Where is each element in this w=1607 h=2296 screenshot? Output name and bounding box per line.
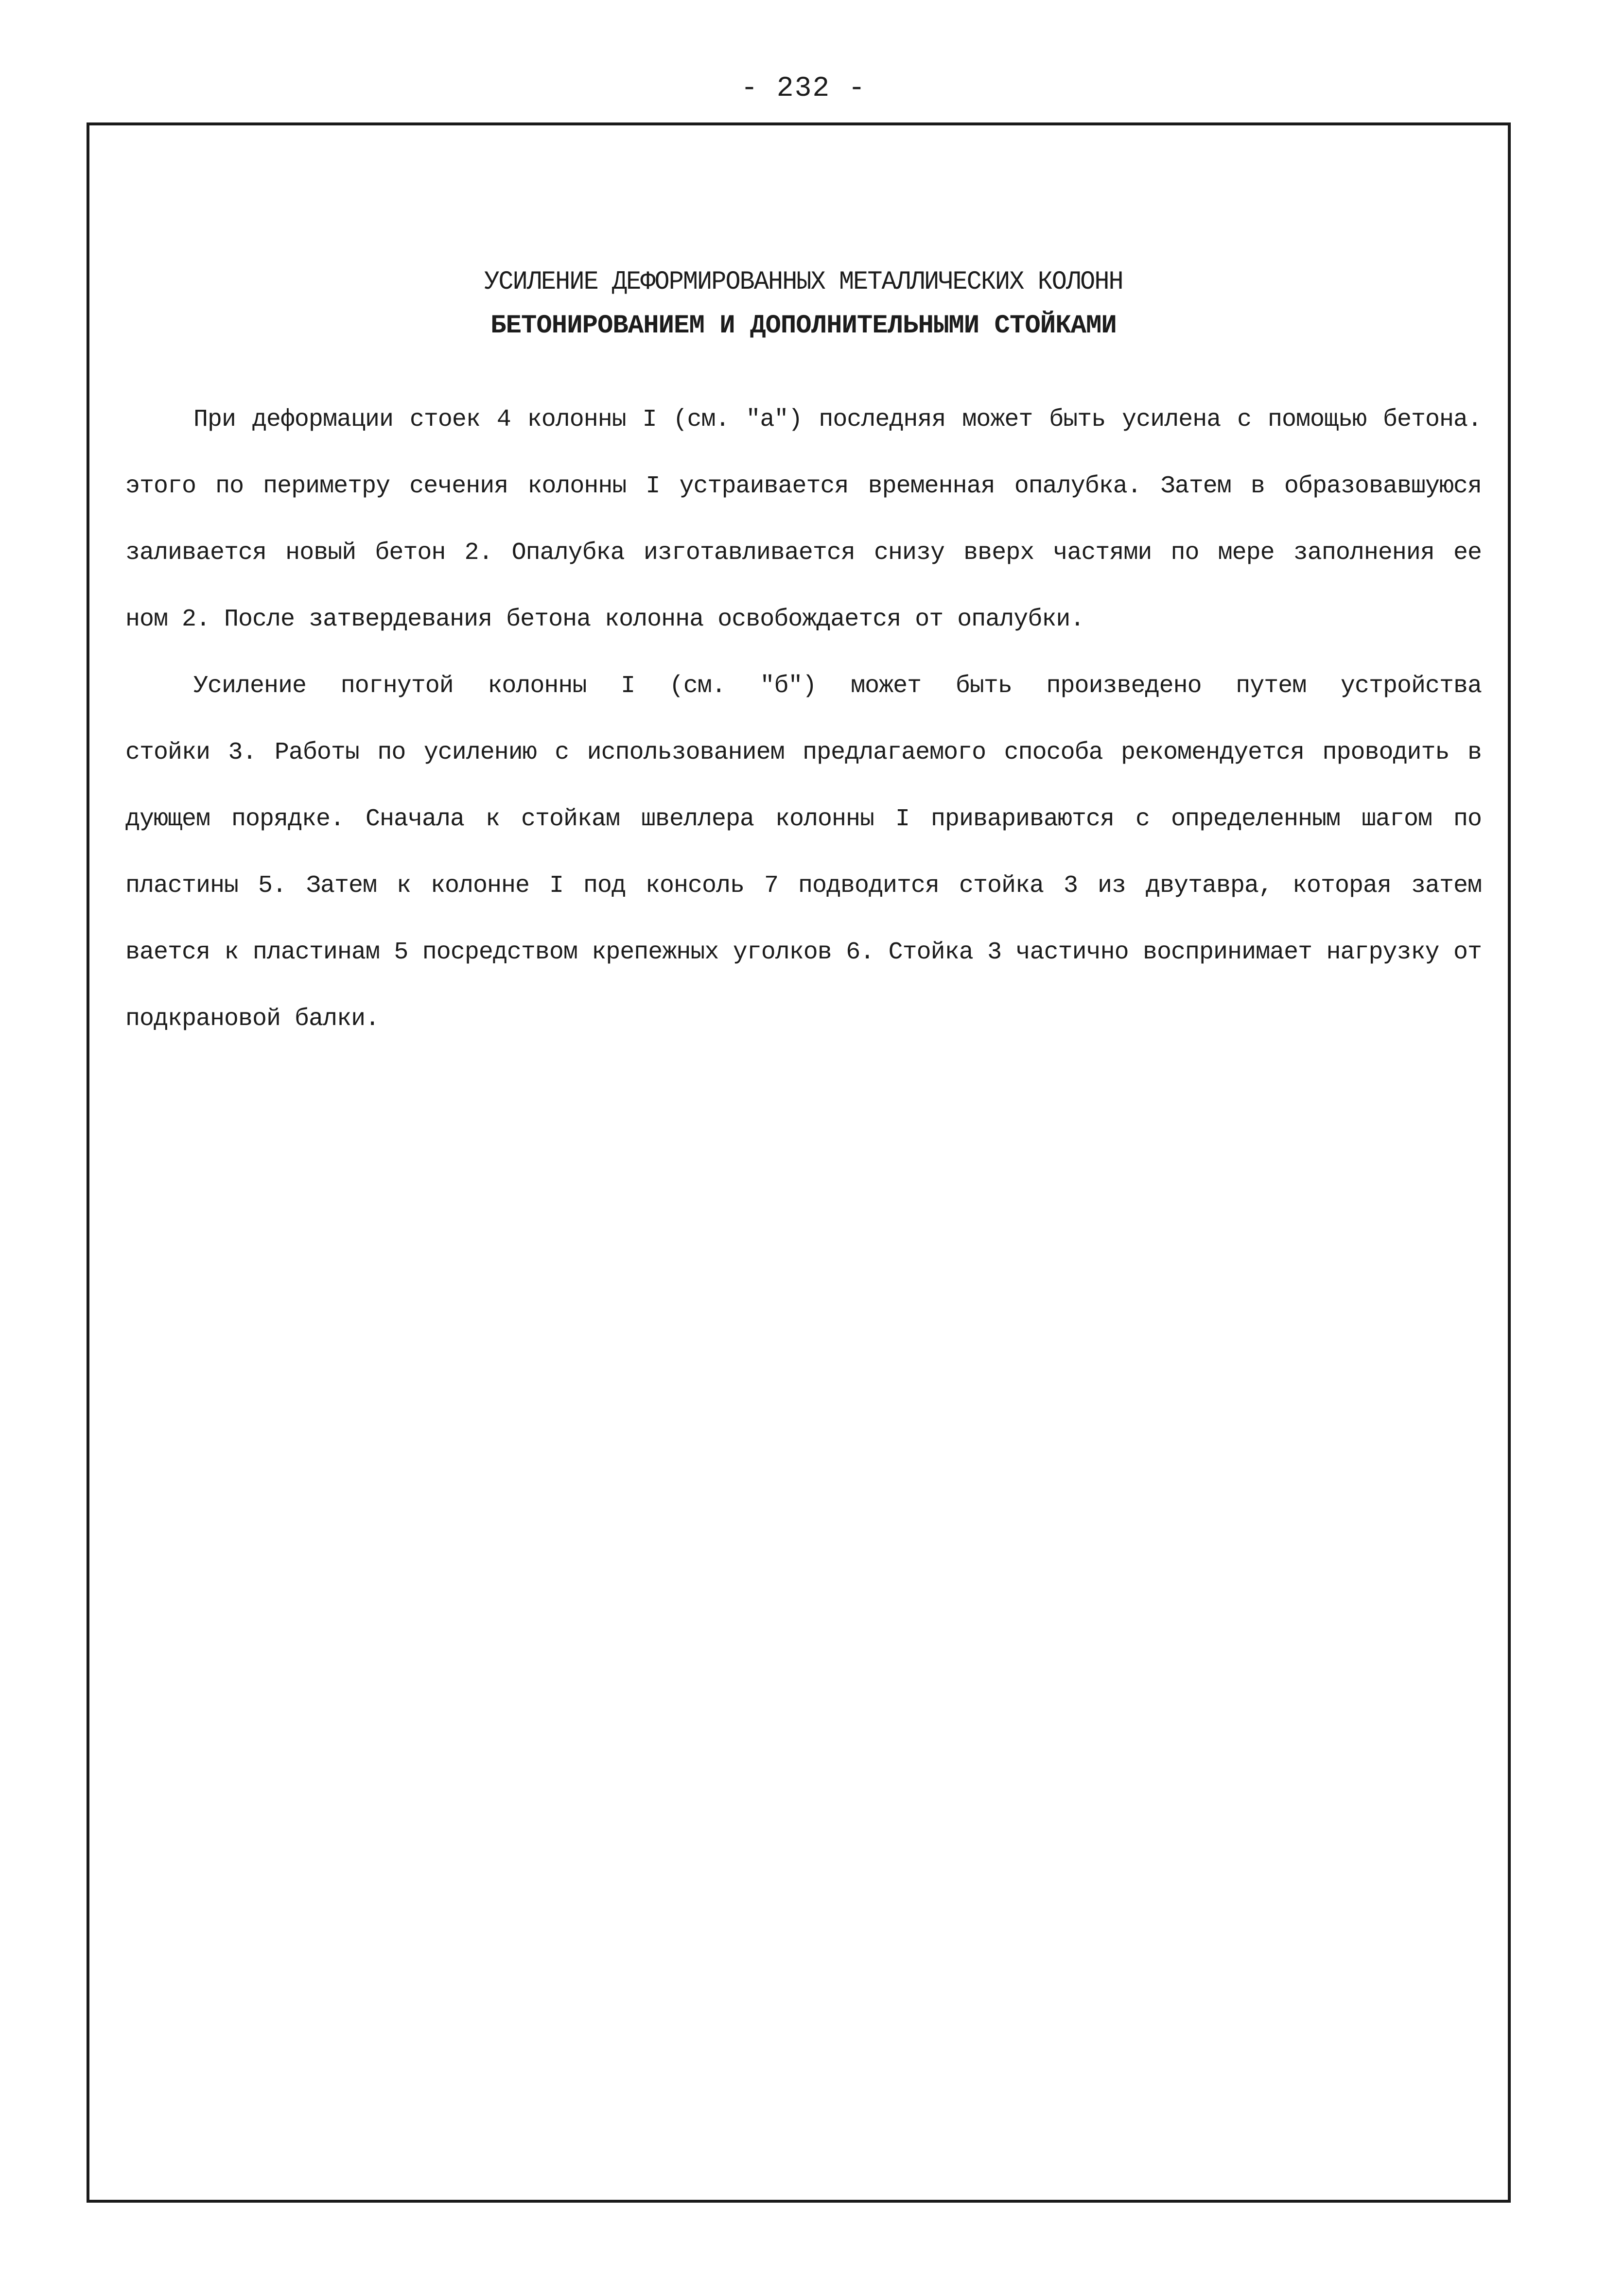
paragraph-1-line-4: ном 2. После затвердевания бетона колонна освобождается от опалубки.: [125, 606, 1084, 633]
paragraph-2-line-4: пластины 5. Затем к колонне I под консоль 7 подводится стойка 3 из двутавра, которая затем: [125, 872, 1482, 900]
document-title-line-1: УСИЛЕНИЕ ДЕФОРМИРОВАННЫХ МЕТАЛЛИЧЕСКИХ КОЛОНН: [484, 267, 1123, 297]
paragraph-2-line-3: дующем порядке. Сначала к стойкам швеллера колонны I привариваются с определенным шагом по: [125, 805, 1482, 833]
page-number: - 232 -: [741, 73, 866, 104]
paragraph-2-line-6: подкрановой балки.: [125, 1005, 380, 1033]
paragraph-1: [125, 386, 1482, 653]
paragraph-1-line-1: При деформации стоек 4 колонны I (см. "а") последняя может быть усилена с помощью бетона.: [193, 406, 1482, 434]
document-title-line-2: БЕТОНИРОВАНИЕМ И ДОПОЛНИТЕЛЬНЫМИ СТОЙКАМИ: [490, 311, 1117, 341]
paragraph-2-line-2: стойки 3. Работы по усилению с использованием предлагаемого способа рекомендуется проводить в: [125, 739, 1482, 766]
paragraph-1-line-3: заливается новый бетон 2. Опалубка изготавливается снизу вверх частями по мере заполнения ее: [125, 539, 1482, 567]
body-text: [125, 386, 1482, 1052]
paragraph-2-line-1: Усиление погнутой колонны I (см. "б") может быть произведено путем устройства: [193, 672, 1482, 700]
paragraph-2: [125, 653, 1482, 1052]
paragraph-2-line-5: вается к пластинам 5 посредством крепежных уголков 6. Стойка 3 частично воспринимает нагрузку от: [125, 939, 1482, 966]
paragraph-1-line-2: этого по периметру сечения колонны I устраивается временная опалубка. Затем в образовавшуюся: [125, 472, 1482, 500]
